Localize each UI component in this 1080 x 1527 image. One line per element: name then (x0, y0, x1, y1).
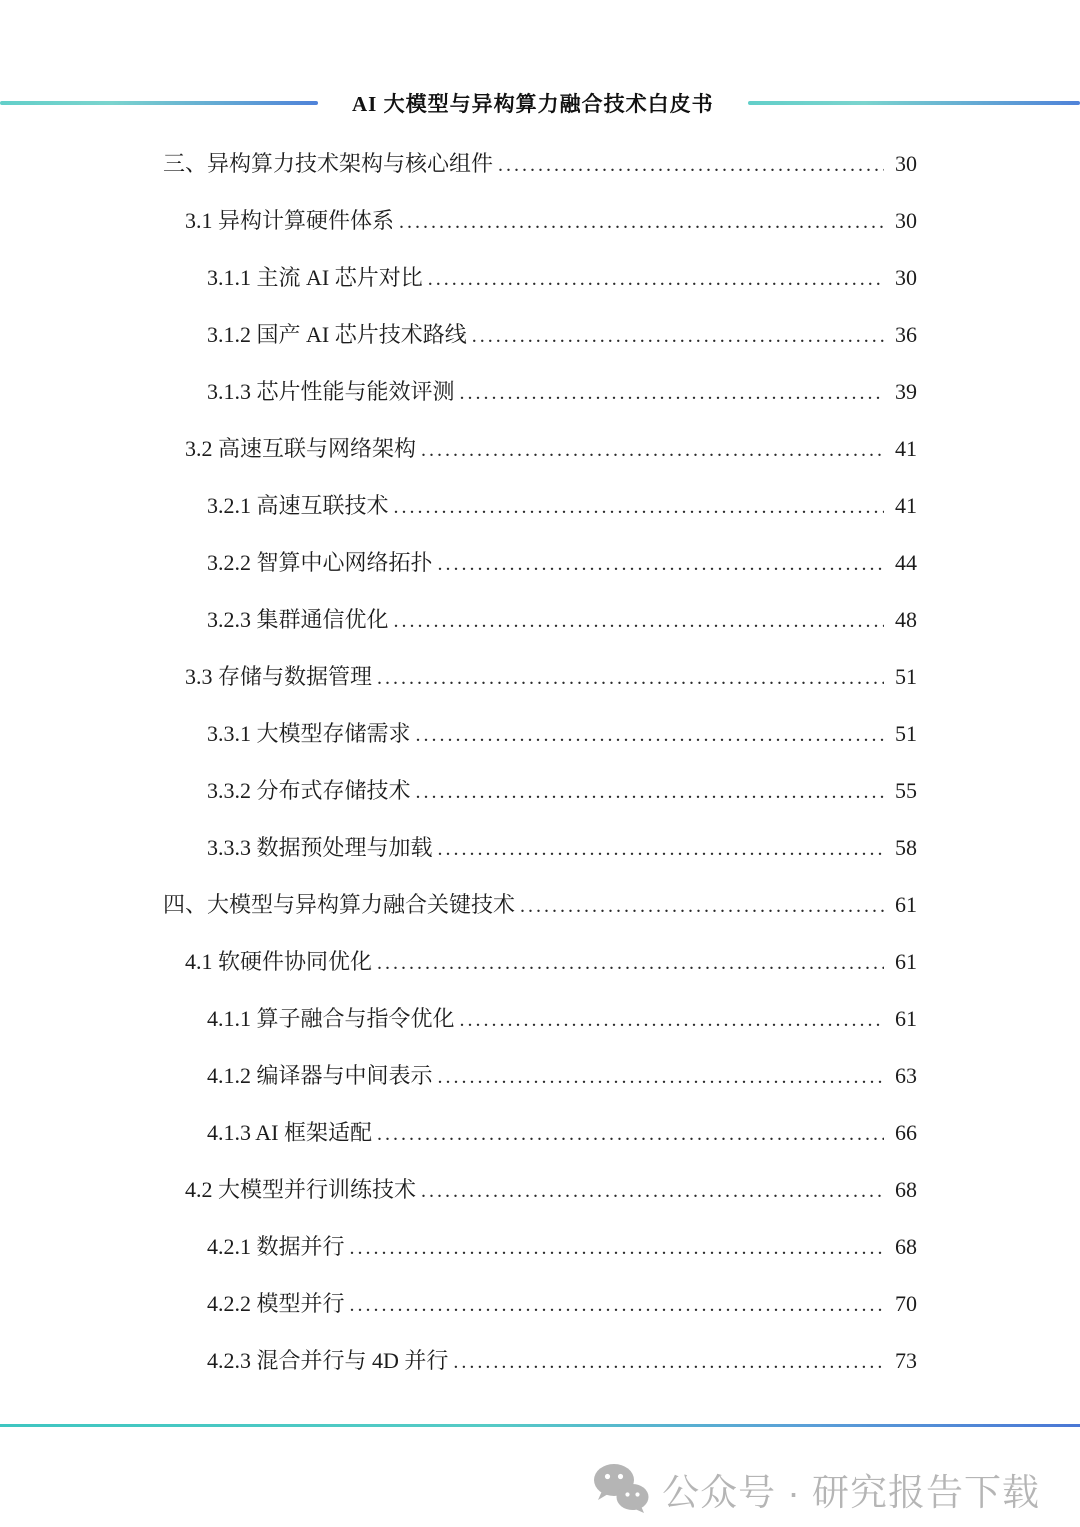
toc-entry-label: 4.2.3 混合并行与 4D 并行 (207, 1348, 449, 1373)
toc-entry-link[interactable] (163, 1156, 917, 1213)
toc-list (163, 130, 917, 1384)
toc-entry-page: 30 (895, 151, 917, 176)
toc-leader-dots (460, 379, 884, 405)
toc-leader-dots (421, 436, 884, 462)
toc-leader-dots (453, 1348, 884, 1374)
toc-entry-label: 3.2.1 高速互联技术 (207, 493, 389, 518)
toc-entry-page: 55 (895, 778, 917, 803)
toc-entry-label: 4.2.1 数据并行 (207, 1234, 345, 1259)
watermark-badge (592, 1462, 1040, 1516)
toc-entry-link[interactable] (163, 700, 917, 757)
toc-entry-label: 4.1 软硬件协同优化 (185, 949, 373, 974)
toc-entry-label: 3.2 高速互联与网络架构 (185, 436, 417, 461)
toc-entry-label: 4.2 大模型并行训练技术 (185, 1177, 417, 1202)
toc-entry-link[interactable] (163, 928, 917, 985)
toc-entry-label: 3.3.1 大模型存储需求 (207, 721, 411, 746)
toc-entry-link[interactable] (163, 1213, 917, 1270)
toc-entry-page: 39 (895, 379, 917, 404)
toc-entry-label: 3.1.2 国产 AI 芯片技术路线 (207, 322, 467, 347)
toc-entry-link[interactable] (163, 1327, 917, 1384)
toc-entry-page: 66 (895, 1120, 917, 1145)
toc-entry-label: 3.1.1 主流 AI 芯片对比 (207, 265, 423, 290)
toc-entry-label: 3.1 异构计算硬件体系 (185, 208, 395, 233)
toc-entry-link[interactable] (163, 244, 917, 301)
header-rule-right (748, 101, 1080, 105)
page-title: AI 大模型与异构算力融合技术白皮书 (352, 92, 714, 116)
toc-entry-page: 63 (895, 1063, 917, 1088)
toc-leader-dots (520, 892, 884, 918)
wechat-icon (592, 1463, 650, 1515)
toc-entry-page: 51 (895, 721, 917, 746)
toc-leader-dots (421, 1177, 884, 1203)
toc-entry-label: 4.1.1 算子融合与指令优化 (207, 1006, 455, 1031)
toc-entry-link[interactable] (163, 757, 917, 814)
toc-leader-dots (350, 1234, 884, 1260)
toc-entry-label: 3.3.2 分布式存储技术 (207, 778, 411, 803)
toc-entry-page: 51 (895, 664, 917, 689)
watermark-text: 公众号 · 研究报告下载 (662, 1472, 1040, 1513)
footer-rule (0, 1424, 1080, 1427)
toc-entry-label: 4.1.3 AI 框架适配 (207, 1120, 373, 1145)
toc-entry-link[interactable] (163, 814, 917, 871)
toc-entry-page: 36 (895, 322, 917, 347)
toc-entry-link[interactable] (163, 586, 917, 643)
toc-leader-dots (394, 493, 884, 519)
toc-leader-dots (472, 322, 884, 348)
toc-entry-page: 41 (895, 436, 917, 461)
toc-entry-link[interactable] (163, 985, 917, 1042)
toc-leader-dots (377, 664, 884, 690)
toc-entry-label: 3.2.3 集群通信优化 (207, 607, 389, 632)
toc-leader-dots (438, 835, 884, 861)
toc-entry-link[interactable] (163, 1270, 917, 1327)
toc-entry-page: 68 (895, 1234, 917, 1259)
toc-entry-link[interactable] (163, 1042, 917, 1099)
toc-leader-dots (350, 1291, 884, 1317)
toc-leader-dots (460, 1006, 884, 1032)
toc-entry-label: 四、大模型与异构算力融合关键技术 (163, 892, 516, 917)
toc-entry-page: 73 (895, 1348, 917, 1373)
toc-leader-dots (498, 151, 884, 177)
toc-leader-dots (416, 778, 884, 804)
toc-leader-dots (377, 949, 884, 975)
toc-entry-link[interactable] (163, 358, 917, 415)
toc-entry-label: 4.2.2 模型并行 (207, 1291, 345, 1316)
page-header (0, 87, 1080, 119)
toc-entry-label: 3.1.3 芯片性能与能效评测 (207, 379, 455, 404)
toc-entry-page: 70 (895, 1291, 917, 1316)
toc-entry-page: 30 (895, 265, 917, 290)
header-rule-left (0, 101, 318, 105)
toc-leader-dots (377, 1120, 884, 1146)
toc-entry-label: 3.2.2 智算中心网络拓扑 (207, 550, 433, 575)
toc-entry-page: 30 (895, 208, 917, 233)
toc-entry-page: 58 (895, 835, 917, 860)
toc-entry-page: 61 (895, 1006, 917, 1031)
toc-entry-link[interactable] (163, 871, 917, 928)
toc-entry-page: 61 (895, 892, 917, 917)
toc-entry-page: 41 (895, 493, 917, 518)
toc-leader-dots (438, 550, 884, 576)
toc-entry-link[interactable] (163, 1099, 917, 1156)
toc-entry-link[interactable] (163, 301, 917, 358)
toc-entry-link[interactable] (163, 130, 917, 187)
toc-leader-dots (394, 607, 884, 633)
toc-leader-dots (416, 721, 884, 747)
toc-leader-dots (438, 1063, 884, 1089)
toc-entry-link[interactable] (163, 415, 917, 472)
toc-entry-link[interactable] (163, 529, 917, 586)
toc-entry-page: 44 (895, 550, 917, 575)
toc-entry-link[interactable] (163, 643, 917, 700)
toc-leader-dots (399, 208, 884, 234)
toc-entry-label: 三、异构算力技术架构与核心组件 (163, 151, 494, 176)
toc-entry-page: 48 (895, 607, 917, 632)
toc-entry-link[interactable] (163, 472, 917, 529)
toc-entry-label: 3.3.3 数据预处理与加载 (207, 835, 433, 860)
toc-entry-label: 3.3 存储与数据管理 (185, 664, 373, 689)
toc-entry-page: 61 (895, 949, 917, 974)
toc-leader-dots (428, 265, 884, 291)
toc-entry-link[interactable] (163, 187, 917, 244)
toc-entry-page: 68 (895, 1177, 917, 1202)
toc-entry-label: 4.1.2 编译器与中间表示 (207, 1063, 433, 1088)
